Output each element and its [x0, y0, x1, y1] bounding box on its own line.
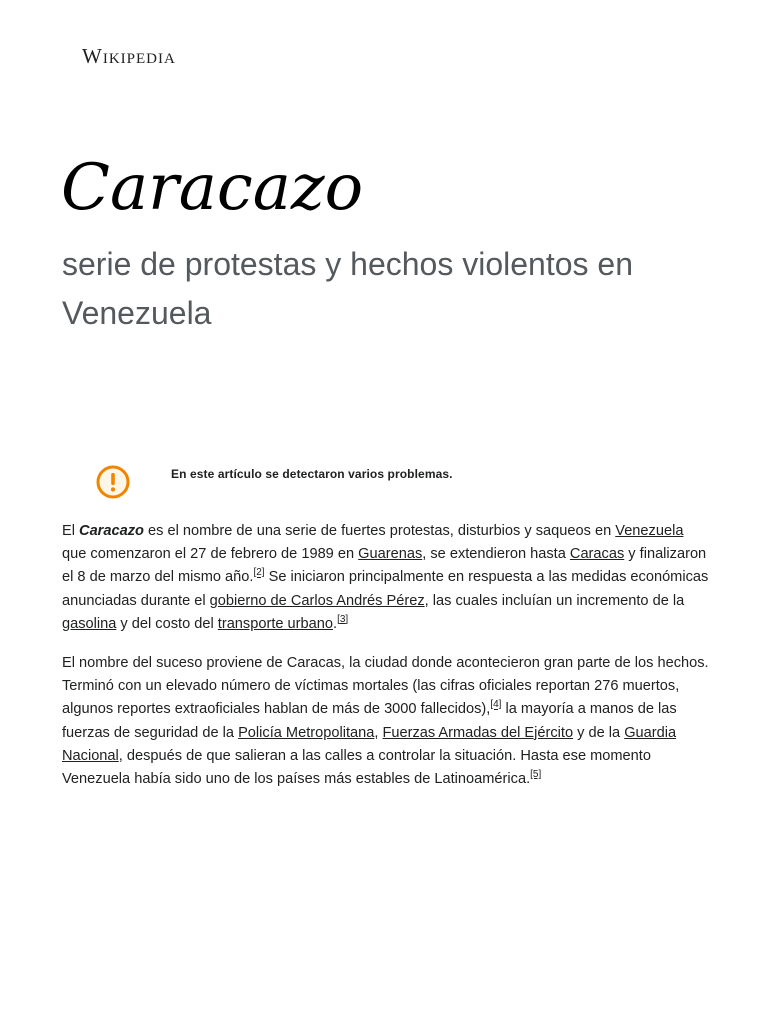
link-gasolina[interactable]: gasolina	[62, 615, 117, 632]
link-venezuela[interactable]: Venezuela	[615, 523, 684, 539]
bold-term: Caracazo	[79, 523, 144, 539]
link-transporte-urbano[interactable]: transporte urbano	[217, 615, 333, 632]
paragraph-2: El nombre del suceso proviene de Caracas, la ciudad donde acontecieron gran parte de los hechos. Terminó con un elevado número de víctimas mortales (las cifras oficiales reportan 276 muertos, algunos reportes extraoficiales hablan de más de 3000 fallecidos),[4] la mayoría a manos de las fuerzas de seguridad de la Policía Metropolitana, Fuerzas Armadas del Ejército y de la Guardia Nacional, después de que salieran a las calles a controlar la situación. Hasta ese momento Venezuela había sido uno de los países más estables de Latinoamérica.[5]	[62, 655, 709, 788]
link-guardia-nacional[interactable]: Guardia Nacional	[62, 724, 677, 764]
link-caracas[interactable]: Caracas	[569, 546, 625, 563]
reference-4[interactable]: [4]	[490, 699, 502, 711]
wikipedia-logo[interactable]: Wikipedia	[82, 44, 176, 68]
reference-2[interactable]: [2]	[253, 567, 265, 579]
paragraph-1: El Caracazo es el nombre de una serie de fuertes protestas, disturbios y saqueos en Venezuela que comenzaron el 27 de febrero de 1989 en Guarenas, se extendieron hasta Caracas y finalizaron el 8 de marzo del mismo año.[2] Se iniciaron principalmente en respuesta a las medidas económicas anunciadas durante el gobierno de Carlos Andrés Pérez, las cuales incluían un incremento de la gasolina y del costo del transporte urbano.[3]	[62, 523, 709, 632]
notice-text: En este artículo se detectaron varios problemas.	[171, 467, 453, 481]
reference-3[interactable]: [3]	[337, 613, 349, 625]
link-policia-metropolitana[interactable]: Policía Metropolitana	[238, 724, 375, 741]
link-guarenas[interactable]: Guarenas	[358, 546, 423, 563]
reference-5[interactable]: [5]	[530, 769, 542, 781]
link-gobierno-carlos-andres-perez[interactable]: gobierno de Carlos Andrés Pérez	[209, 592, 425, 609]
article-body	[62, 520, 710, 807]
link-fuerzas-armadas[interactable]: Fuerzas Armadas del Ejército	[382, 724, 574, 741]
page-title: Caracazo	[61, 151, 364, 225]
issues-notice[interactable]	[96, 463, 696, 503]
warning-icon	[96, 465, 130, 499]
page-subtitle: serie de protestas y hechos violentos en Venezuela	[62, 246, 633, 331]
